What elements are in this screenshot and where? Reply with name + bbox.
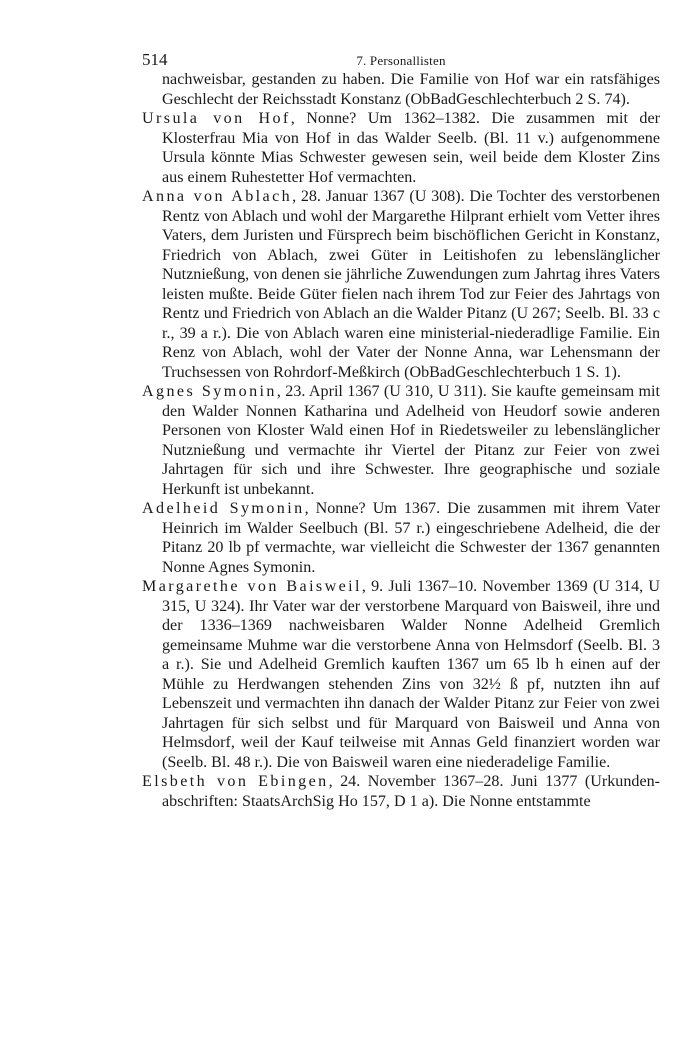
entry-text: , 23. April 1367 (U 310, U 311). Sie kaufte gemeinsam mit den Walder Nonnen Katharina und Adelheid von Heudorf sowie anderen Personen von Kloster Wald einen Hof in Riedetsweiler zu lebenslänglicher Nutznießung und vermachte ihr Viertel der Pitanz zur Feier von zwei Jahrtagen für sich und ihre Schwester. Ihre geographische und soziale Herkunft ist unbekannt. [162,383,660,498]
entry-name: Margarethe von Baisweil [142,578,362,595]
entry-text: , 9. Juli 1367–10. November 1369 (U 314, U 315, U 324). Ihr Vater war der verstorbene Marquard von Baisweil, ihre und der 1336–1369 nachweisbaren Walder Nonne Adelheid Gremlich gemeinsame Muhme war die verstorbene Anna von Helmsdorf (Seelb. Bl. 3 a r.). Sie und Adelheid Gremlich kauften 1367 um 65 lb h einen auf der Mühle zu Herdwangen stehenden Zins von 32½ ß pf, nutzten ihn auf Lebenszeit und vermachten ihn danach der Walder Pitanz zur Feier von zwei Jahrtagen für sich selbst und für Marquard von Baisweil und Anna von Helmsdorf, weil der Kauf teilweise mit Annas Geld finanziert worden war (Seelb. Bl. 48 r.). Die von Baisweil waren eine niederadelige Familie. [162,578,660,771]
section-title: 7. Personallisten [356,53,446,68]
page-number: 514 [142,50,168,69]
entry-continuation [142,70,660,109]
entry-anna-von-ablach [142,187,660,382]
entry-name: Anna von Ablach [142,188,293,205]
body-text [142,70,660,811]
entry-name: Elsbeth von Ebingen [142,773,329,790]
entry-name: Agnes Symonin [142,383,277,400]
entry-agnes-symonin [142,382,660,499]
entry-margarethe-von-baisweil [142,577,660,772]
entry-text: , Nonne? Um 1362–1382. Die zusammen mit der Klosterfrau Mia von Hof in das Walder Seelb. (Bl. 11 v.) aufgenommene Ursula könnte Mias Schwester gewesen sein, weil beide dem Kloster Zins aus einem Ruhestetter Hof vermachten. [162,110,660,186]
entry-text: , 24. November 1367–28. Juni 1377 (Urkundenabschriften: StaatsArchSig Ho 157, D 1 a). Die Nonne entstammte [162,773,660,810]
entry-ursula-von-hof [142,109,660,187]
entry-name: Ursula von Hof [142,110,291,127]
entry-text: , Nonne? Um 1367. Die zusammen mit ihrem Vater Heinrich im Walder Seelbuch (Bl. 57 r.) eingeschriebene Adelheid, die der Pitanz 20 lb pf vermachte, war vielleicht die Schwester der 1367 genannten Nonne Agnes Symonin. [162,500,660,576]
entry-text: , 28. Januar 1367 (U 308). Die Tochter des verstorbenen Rentz von Ablach und wohl der Margarethe Hilprant erhielt vom Vetter ihres Vaters, dem Juristen und Fürsprech beim bischöflichen Gericht in Konstanz, Friedrich von Ablach, zwei Güter in Leitishofen zu lebenslänglicher Nutznießung, von denen sie jährliche Zuwendungen zum Jahrtag ihres Vaters leisten mußte. Beide Güter fielen nach ihrem Tod zur Feier des Jahrtags von Rentz und Friedrich von Ablach an die Walder Pitanz (U 267; Seelb. Bl. 33 c r., 39 a r.). Die von Ablach waren eine ministerial-niederadlige Familie. Ein Renz von Ablach, wohl der Vater der Nonne Anna, war Lehensmann der Truchsessen von Rohrdorf-Meßkirch (ObBadGeschlechterbuch 1 S. 1). [162,188,661,381]
entry-elsbeth-von-ebingen [142,772,660,811]
entry-name: Adelheid Symonin [142,500,305,517]
entry-text: nachweisbar, gestanden zu haben. Die Familie von Hof war ein ratsfähiges Geschlecht der Reichsstadt Konstanz (ObBadGeschlechterbuch 2 S. 74). [162,71,660,108]
entry-adelheid-symonin [142,499,660,577]
